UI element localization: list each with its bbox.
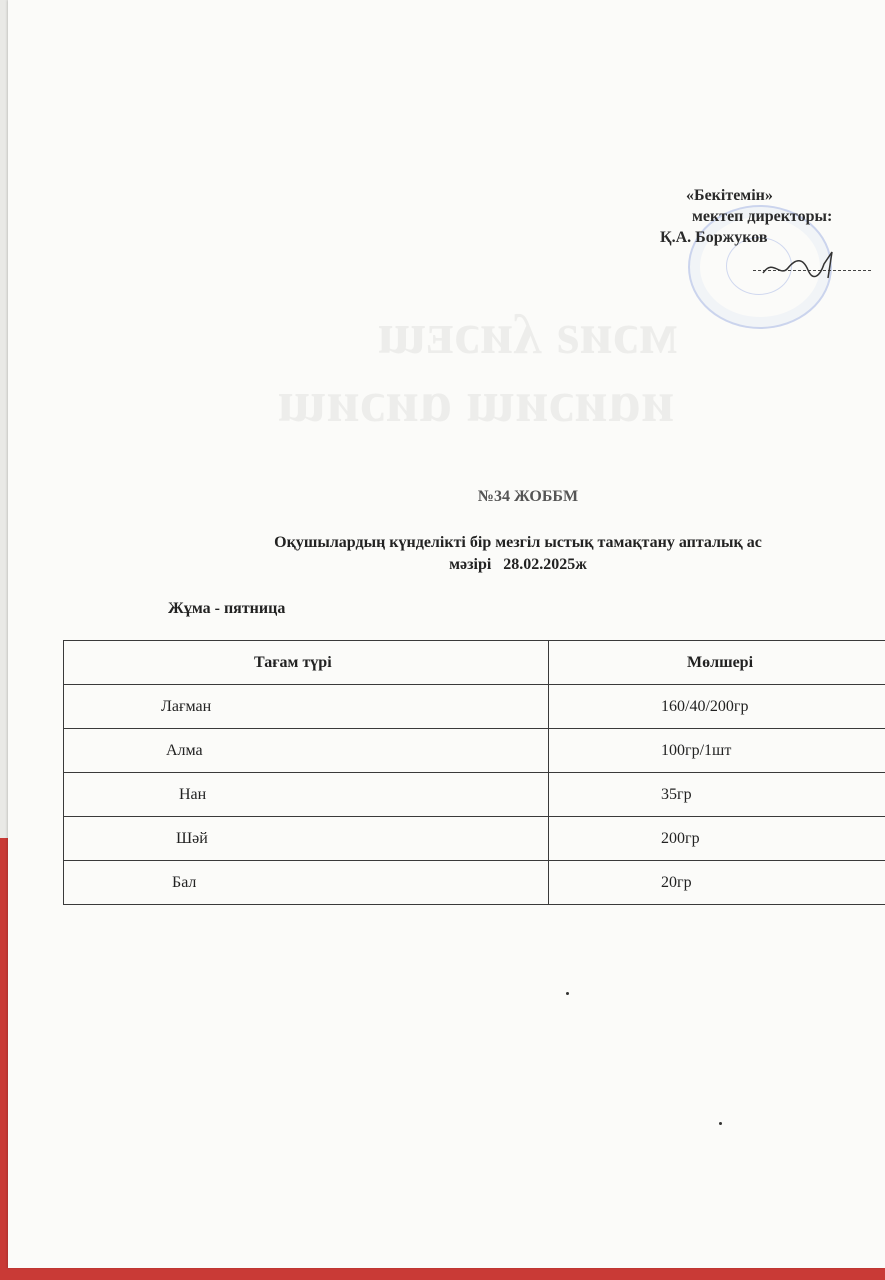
food-cell: Нан: [64, 773, 549, 817]
header-food-type: Тағам түрі: [64, 641, 549, 685]
qty-cell: 35гр: [549, 773, 885, 817]
table-header-row: [64, 641, 885, 685]
menu-date: 28.02.2025ж: [503, 556, 587, 573]
qty-cell: 100гр/1шт: [549, 729, 885, 773]
food-cell: Бал: [64, 861, 549, 905]
approval-director-name: Қ.А. Боржуков: [660, 229, 768, 246]
signature-mark: [758, 248, 848, 288]
table-row: [64, 685, 885, 729]
table-row: [64, 817, 885, 861]
qty-cell: 160/40/200гр: [549, 685, 885, 729]
bleed-through-text: ᴍɔᴎƨ ʎᴎɔᴇɯ: [378, 301, 678, 366]
food-cell: Лағман: [64, 685, 549, 729]
food-cell: Алма: [64, 729, 549, 773]
table-row: [64, 773, 885, 817]
food-cell: Шәй: [64, 817, 549, 861]
approval-position: мектеп директоры:: [692, 208, 833, 225]
table-row: [64, 729, 885, 773]
menu-table: [63, 640, 885, 905]
background-red-strip: [0, 1266, 885, 1280]
speck: [719, 1122, 722, 1125]
approval-block: [648, 185, 885, 248]
day-label: Жұма - пятница: [168, 600, 286, 617]
bleed-through-text: ᴎɑᴎɔᴎɯ ɑᴎɔᴎɯ: [278, 369, 675, 434]
document-title: [188, 532, 848, 576]
title-word: мәзірі: [449, 556, 492, 573]
speck: [566, 992, 569, 995]
approval-heading: «Бекітемін»: [686, 187, 773, 204]
header-quantity: Мөлшері: [549, 641, 885, 685]
qty-cell: 20гр: [549, 861, 885, 905]
qty-cell: 200гр: [549, 817, 885, 861]
school-name: №34 ЖОББМ: [477, 488, 579, 505]
document-page: [8, 0, 885, 1268]
title-line-2: [188, 554, 848, 576]
title-line-1: Оқушылардың күнделікті бір мезгіл ыстық тамақтану апталық ас: [274, 534, 762, 551]
table-row: [64, 861, 885, 905]
